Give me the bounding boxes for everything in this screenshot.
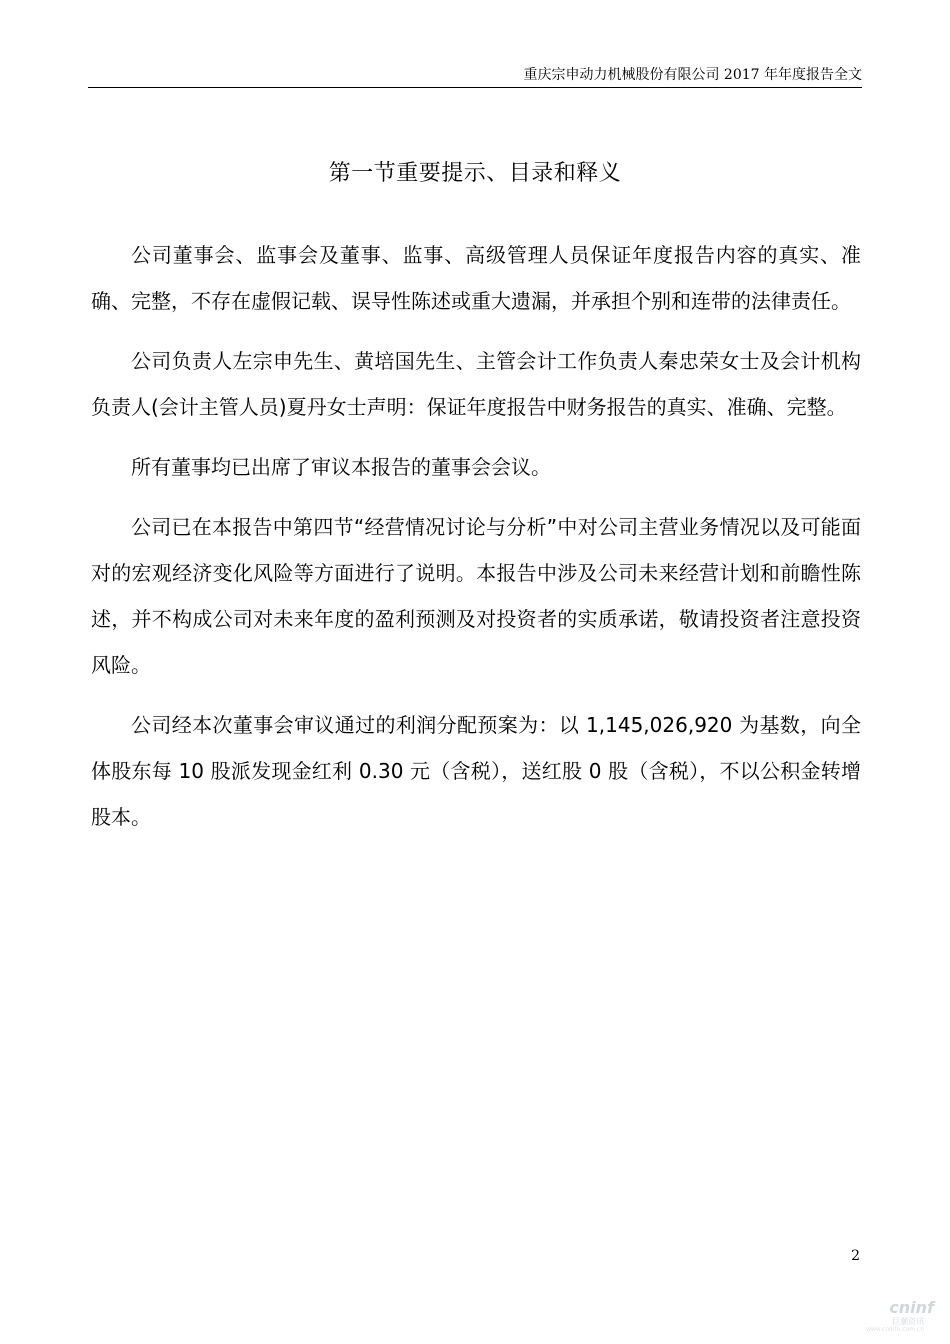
paragraph-board-attendance: 所有董事均已出席了审议本报告的董事会会议。 xyxy=(131,455,551,479)
cninfo-watermark xyxy=(828,1298,938,1338)
paragraph-financial-statement: 公司负责人左宗申先生、黄培国先生、主管会计工作负责人秦忠荣女士及会计机构负责人(会计主管人员)夏丹女士声明：保证年度报告中财务报告的真实、准确、完整。 xyxy=(91,349,861,419)
watermark-name: 巨潮资讯 xyxy=(892,1317,924,1326)
running-header: 重庆宗申动力机械股份有限公司 2017 年年度报告全文 xyxy=(523,67,862,83)
paragraph-responsibility: 公司董事会、监事会及董事、监事、高级管理人员保证年度报告内容的真实、准确、完整，不存在虚假记载、误导性陈述或重大遗漏，并承担个别和连带的法律责任。 xyxy=(91,243,861,313)
watermark-logo: cninf xyxy=(889,1298,934,1317)
header-divider xyxy=(88,87,862,88)
page-number: 2 xyxy=(851,1248,860,1264)
section-title: 第一节重要提示、目录和释义 xyxy=(328,161,622,186)
paragraph-risk-notice: 公司已在本报告中第四节“经营情况讨论与分析”中对公司主营业务情况以及可能面对的宏观经济变化风险等方面进行了说明。本报告中涉及公司未来经营计划和前瞻性陈述，并不构成公司对未来年度的盈利预测及对投资者的实质承诺，敬请投资者注意投资风险。 xyxy=(91,515,861,677)
body-text xyxy=(91,232,861,854)
watermark-url: www.cninfo.com.cn xyxy=(865,1326,924,1333)
paragraph-profit-distribution: 公司经本次董事会审议通过的利润分配预案为：以 1,145,026,920 为基数，向全体股东每 10 股派发现金红利 0.30 元（含税），送红股 0 股（含税），不以公积金转增股本。 xyxy=(91,713,861,829)
